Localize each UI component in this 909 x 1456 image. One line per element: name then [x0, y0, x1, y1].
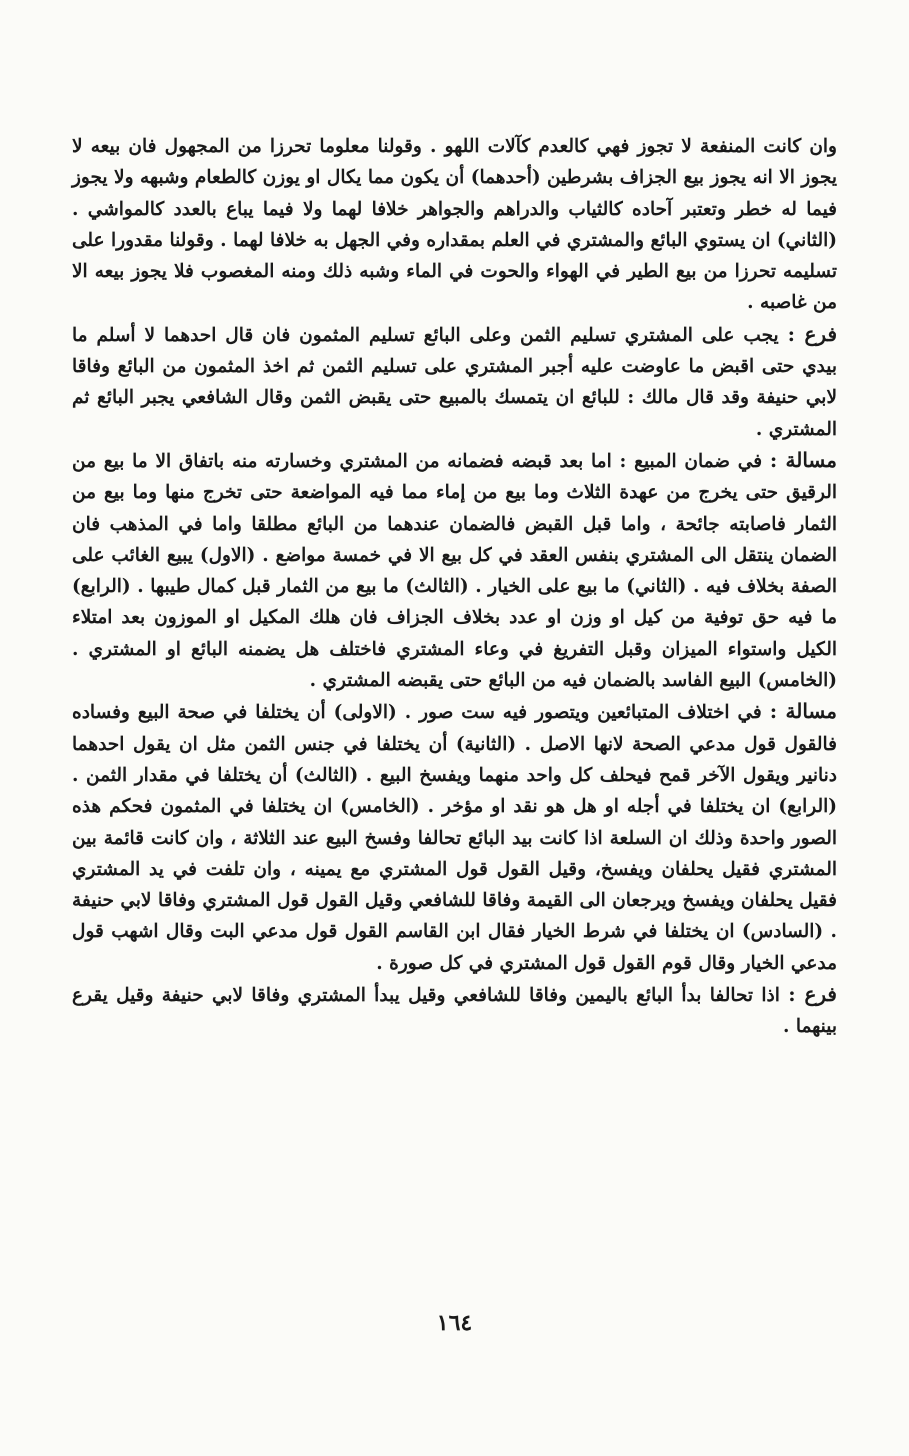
- paragraph-3: [72, 445, 837, 696]
- body-text: [72, 130, 837, 1043]
- paragraph-2-lead: فرع :: [787, 321, 837, 346]
- paragraph-5-lead: فرع :: [788, 982, 837, 1007]
- paragraph-5: [72, 979, 837, 1043]
- paragraph-1-text: وان كانت المنفعة لا تجوز فهي كالعدم كآلات اللهو . وقولنا معلوما تحرزا من المجهول فان بيعه لا يجوز الا انه يجوز بيع الجزاف بشرطين (أحدهما) أن يكون مما يكال او يوزن كالطعام وشبهه ولا يجوز فيما له خطر وتعتبر آحاده كالثياب والدراهم والجواهر خلافا لهما ولا فيما يباع بالعدد كالمواشي . (الثاني) ان يستوي البائع والمشتري في العلم بمقداره وفي الجهل به خلافا لهما . وقولنا مقدورا على تسليمه تحرزا من بيع الطير في الهواء والحوت في الماء وشبه ذلك ومنه المغصوب فلا يجوز بيعه الا من غاصبه .: [72, 136, 837, 314]
- paragraph-1: [72, 130, 837, 319]
- paragraph-4-text: في اختلاف المتبائعين ويتصور فيه ست صور . (الاولى) أن يختلفا في صحة البيع وفساده فالقول قول مدعي الصحة لانها الاصل . (الثانية) أن يختلفا في جنس الثمن مثل ان يقول احدهما دنانير ويقول الآخر قمح فيحلف كل واحد منهما ويفسخ البيع . (الثالث) أن يختلفا في مقدار الثمن . (الرابع) ان يختلفا في أجله او هل هو نقد او مؤخر . (الخامس) ان يختلفا في المثمون فحكم هذه الصور واحدة وذلك ان السلعة اذا كانت بيد البائع تحالفا وفسخ البيع عند الثلاثة ، وان كانت قائمة بين المشتري فقيل يحلفان ويفسخ، وقيل القول قول المشتري مع يمينه ، وان تلفت في يد المشتري فقيل يحلفان ويفسخ ويرجعان الى القيمة وفاقا للشافعي وقيل القول قول المشتري وفاقا لابي حنيفة . (السادس) ان يختلفا في شرط الخيار فقال ابن القاسم القول قول مدعي البت وقال اشهب قول مدعي الخيار وقال قوم القول قول المشتري في كل صورة .: [72, 702, 837, 974]
- paragraph-5-text: اذا تحالفا بدأ البائع باليمين وفاقا للشافعي وقيل يبدأ المشتري وفاقا لابي حنيفة وقيل يقرع بينهما .: [72, 985, 837, 1038]
- paragraph-2: [72, 319, 837, 445]
- paragraph-4: [72, 696, 837, 979]
- paragraph-4-lead: مسالة :: [769, 699, 837, 724]
- paragraph-2-text: يجب على المشتري تسليم الثمن وعلى البائع تسليم المثمون فان قال احدهما لا أسلم ما بيدي حتى اقبض ما عاوضت عليه أجبر المشتري على تسليم الثمن ثم اخذ المثمون من البائع وفاقا لابي حنيفة وقد قال مالك : للبائع ان يتمسك بالمبيع حتى يقبض الثمن وقال الشافعي يجبر البائع ثم المشتري .: [72, 324, 837, 440]
- paragraph-3-lead: مسالة :: [769, 447, 837, 472]
- paragraph-3-text: في ضمان المبيع : اما بعد قبضه فضمانه من المشتري وخسارته منه باتفاق الا ما بيع من الرقيق حتى يخرج من عهدة الثلاث وما بيع من إماء مما فيه المواضعة حتى تخرج منها وما بيع من الثمار فاصابته جائحة ، واما قبل القبض فالضمان عندهما من البائع مطلقا واما في المذهب فان الضمان ينتقل الى المشتري بنفس العقد في كل بيع الا في خمسة مواضع . (الاول) يبيع الغائب على الصفة بخلاف فيه . (الثاني) ما بيع على الخيار . (الثالث) ما بيع من الثمار قبل كمال طيبها . (الرابع) ما فيه حق توفية من كيل او وزن او عدد بخلاف الجزاف فان هلك المكيل او الموزون بعد امتلاء الكيل واستواء الميزان وقبل التفريغ في وعاء المشتري فاختلف هل يضمنه البائع او المشتري . (الخامس) البيع الفاسد بالضمان فيه من البائع حتى يقبضه المشتري .: [72, 450, 837, 692]
- page-number: ١٦٤: [436, 1310, 473, 1336]
